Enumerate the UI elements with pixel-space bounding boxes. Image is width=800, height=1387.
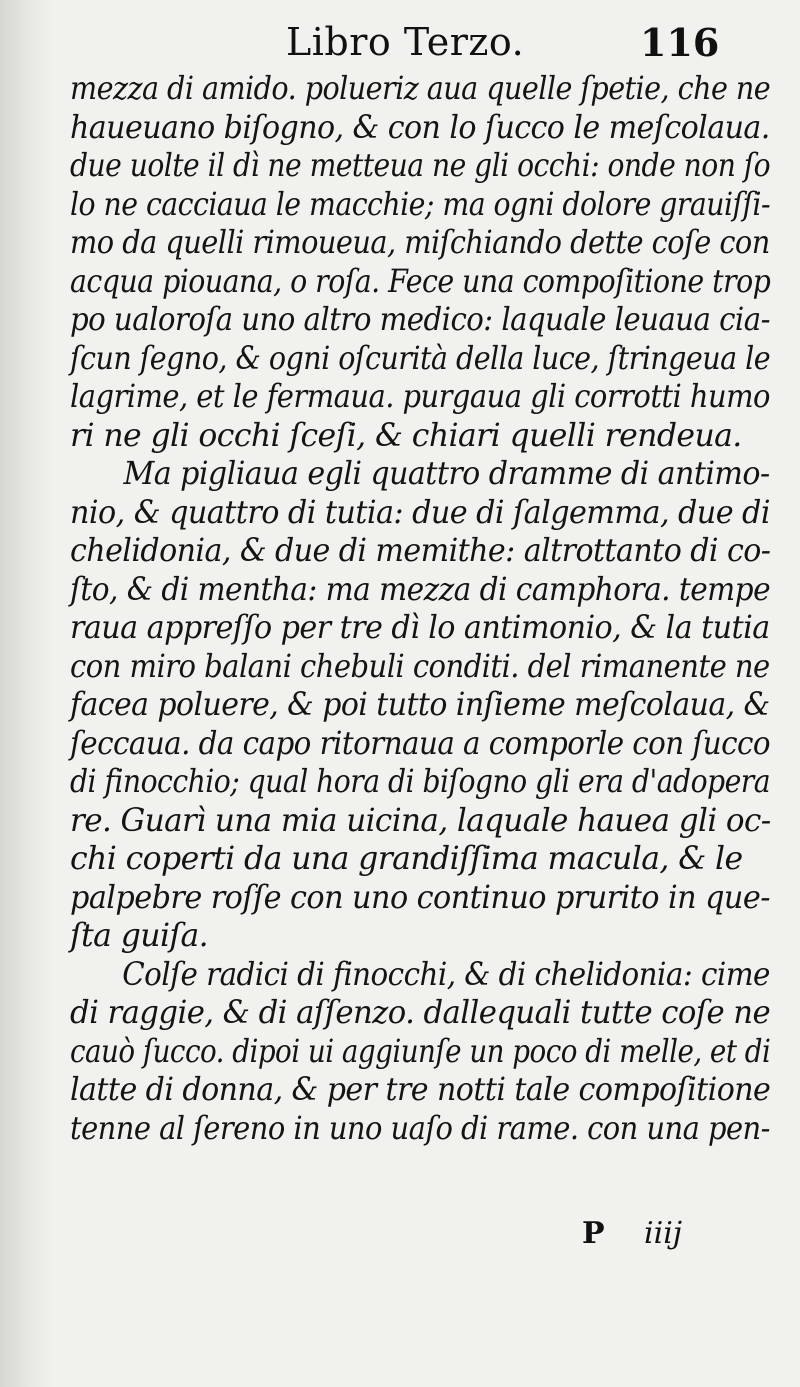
text-line: con miro balani chebuli conditi. del rimanente ne	[70, 648, 770, 685]
text-line: chelidonia, & due di memithe: altrottanto di co-	[70, 533, 771, 569]
text-line: po ualoroſa uno altro medico: laquale leuaua cia-	[70, 302, 770, 338]
text-line: due uolte il dì ne metteua ne gli occhi: onde non ſo	[70, 148, 771, 184]
text-line: di raggie, & di aſſenzo. dallequali tutte coſe ne	[70, 995, 771, 1031]
text-line: cauò ſucco. dipoi ui aggiunſe un poco di melle, et di	[70, 1033, 771, 1070]
text-line: facea poluere, & poi tutto inſieme meſcolaua, &	[70, 687, 770, 723]
text-line: ſcun ſegno, & ogni oſcurità della luce, ſtringeua le	[70, 340, 771, 377]
text-line: acqua piouana, o roſa. Fece una compoſitione trop	[70, 263, 771, 300]
text-line: raua appreſſo per tre dì lo antimonio, & la tutia	[70, 610, 770, 646]
text-line: ri ne gli occhi ſceſi, & chiari quelli rendeua.	[70, 417, 742, 454]
text-line: haueuano biſogno, & con lo ſucco le meſcolaua.	[70, 109, 770, 146]
signature-mark	[0, 1216, 800, 1256]
body-text	[70, 70, 770, 1148]
text-line: Colſe radici di finocchi, & di chelidonia: cime	[122, 956, 770, 993]
text-line: lo ne cacciaua le macchie; ma ogni dolore grauiſſi-	[70, 186, 771, 223]
text-line: di finocchio; qual hora di biſogno gli era d'adopera	[70, 764, 771, 800]
text-line: tenne al ſereno in uno uaſo di rame. con una pen-	[70, 1110, 770, 1147]
text-line: lagrime, et le fermaua. purgaua gli corrotti humo	[70, 379, 770, 415]
text-line: latte di donna, & per tre notti tale compoſitione	[70, 1072, 771, 1108]
page-number: 116	[640, 20, 720, 65]
text-line: mo da quelli rimoueua, miſchiando dette coſe con	[70, 225, 770, 261]
text-line: ſto, & di mentha: ma mezza di camphora. tempe	[70, 571, 771, 608]
page-gutter-shadow	[0, 0, 55, 1387]
text-line: mezza di amido. polueriz aua quelle ſpetie, che ne	[70, 71, 771, 107]
text-line: ſeccaua. da capo ritornaua a comporle con ſucco	[70, 725, 770, 762]
text-line: ſta guiſa.	[70, 918, 209, 954]
text-line: Ma pigliaua egli quattro dramme di antimo-	[123, 456, 770, 492]
running-head	[0, 20, 800, 70]
text-line: chi coperti da una grandiſſima macula, & le	[70, 841, 743, 877]
running-head-title: Libro Terzo.	[286, 20, 525, 64]
signature-letter: P	[582, 1216, 605, 1251]
text-line: nio, & quattro di tutia: due di ſalgemma, due di	[70, 494, 770, 531]
text-line: re. Guarì una mia uicina, laquale hauea gli oc-	[70, 802, 771, 839]
text-line: palpebre roſſe con uno continuo prurito in que-	[70, 879, 770, 916]
signature-numeral: iiij	[644, 1216, 683, 1251]
